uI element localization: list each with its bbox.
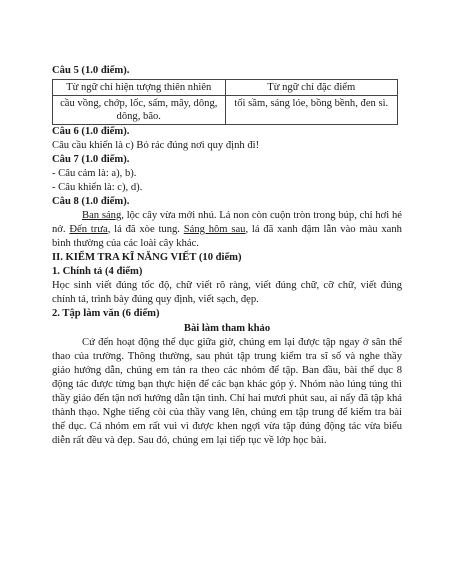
q8-title: Câu 8 (1.0 điểm). <box>52 196 130 207</box>
table-header-nature: Từ ngữ chỉ hiện tượng thiên nhiên <box>53 80 226 96</box>
section1-title: 1. Chính tả (4 điểm) <box>52 266 143 277</box>
q5-title: Câu 5 (1.0 điểm). <box>52 65 130 76</box>
table-header-row <box>53 80 398 96</box>
table-cell-nature-words: cầu vồng, chớp, lốc, sấm, mây, dông, dông, bão. <box>53 96 226 125</box>
essay-title: Bài làm tham khảo <box>183 323 271 334</box>
q8-answer-paragraph <box>52 209 402 251</box>
section1-text: Học sinh viết đúng tốc độ, chữ viết rõ ràng, viết đúng chữ, cỡ chữ, viết đúng chính tả, trình bày đúng quy định, viết sạch, đẹp. <box>52 280 402 305</box>
table-cell-trait-words: tối sầm, sáng lóe, bồng bềnh, đen sì. <box>225 96 398 125</box>
q8-text-3: , lá đã xanh đậm lẫn vào màu xanh bình thường của các loài cây khác. <box>52 224 402 249</box>
q6-title: Câu 6 (1.0 điểm). <box>52 126 130 137</box>
q6-answer: Câu cầu khiến là c) Bỏ rác đúng nơi quy định đi! <box>52 140 260 151</box>
time-phrase-1: Ban sáng <box>82 210 122 221</box>
q7-answer-line-2: - Câu khiến là: c), d). <box>52 182 143 193</box>
time-phrase-2: Đến trưa <box>69 224 108 235</box>
q7-title: Câu 7 (1.0 điểm). <box>52 154 130 165</box>
q5-answer-table <box>52 79 398 125</box>
essay-text: Cứ đến hoạt động thể dục giữa giờ, chúng em lại được tập ngay ở sân thể thao của trường. Thông thường, sau phút tập trung kiểm tra sĩ số và nghe thầy giáo hướng dẫn, chúng em tản ra theo các nhóm để tập. Ban đầu, bài thể dục 8 động tác được từng bạn thực hiện để các bạn khác góp ý. Nhóm nào lúng túng thì thầy giáo đến tận nơi hướng dẫn tận tình. Chỉ hai mươi phút sau, ai nấy đã tập khá thành thạo. Nghe tiếng còi của thầy vang lên, chúng em tập trung để kiểm tra bài thể dục. Cả nhóm em rất vui vì được khen ngợi vừa tập đúng động tác vừa biểu diễn rất đều và đẹp. Sau đó, chúng em lại tiếp tục về lớp học bài. <box>52 337 402 446</box>
q8-text-1: , lộc cây vừa mới nhú. Lá non còn cuộn tròn trong búp, chỉ hơi hé nở. <box>52 210 402 235</box>
answer-key-content <box>52 64 402 448</box>
part2-title: II. KIỂM TRA KĨ NĂNG VIẾT (10 điểm) <box>52 252 242 263</box>
table-header-trait: Từ ngữ chỉ đặc điểm <box>225 80 398 96</box>
q8-text-2: , lá đã xòe tung. <box>107 224 184 235</box>
time-phrase-3: Sáng hôm sau <box>183 224 246 235</box>
table-row <box>53 96 398 125</box>
section2-title: 2. Tập làm văn (6 điểm) <box>52 308 160 319</box>
q7-answer-line-1: - Câu cảm là: a), b). <box>52 168 137 179</box>
